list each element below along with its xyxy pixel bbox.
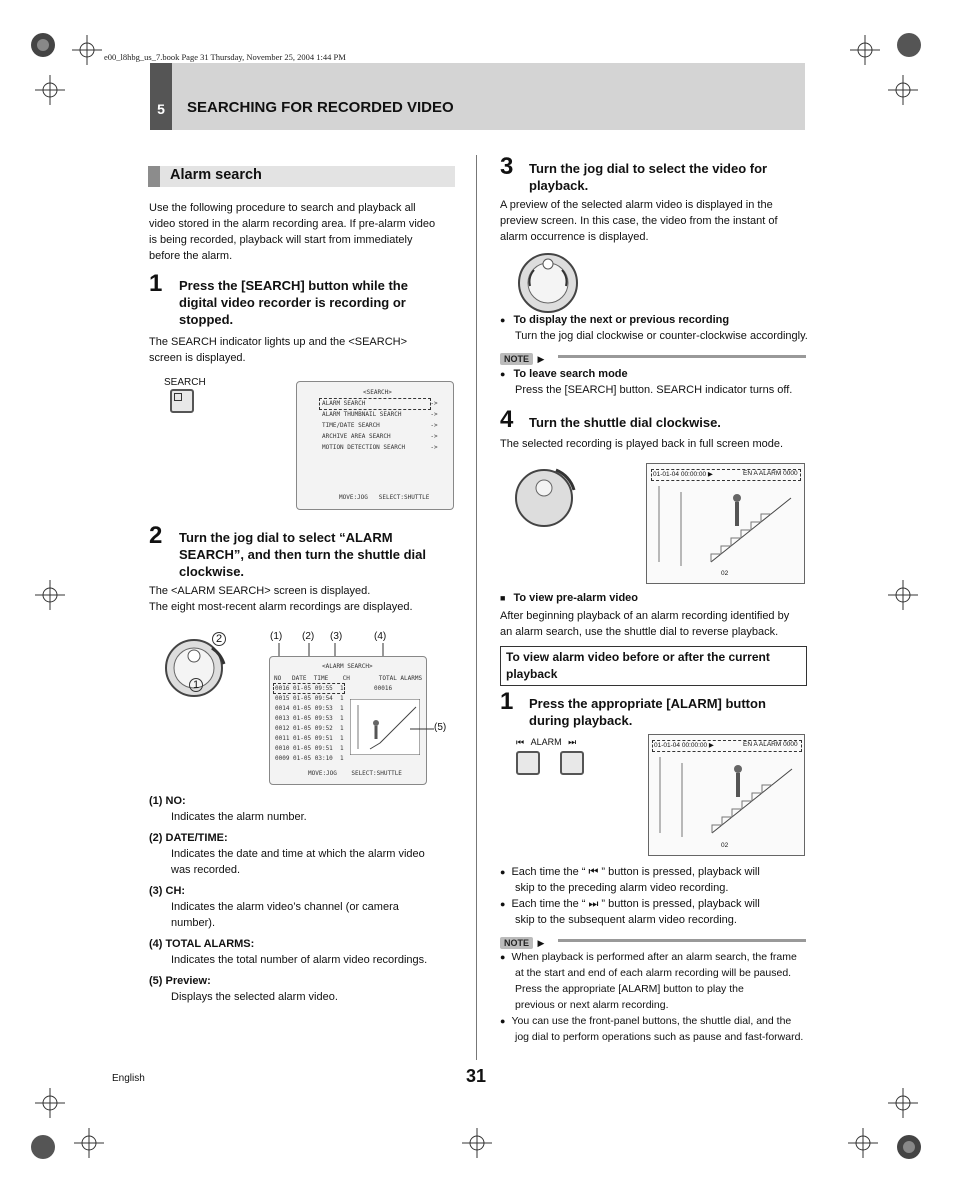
step-number: 3 xyxy=(500,153,514,180)
crosshair-icon xyxy=(35,580,65,610)
osd-datetime: 01-01-04 00:00:00 ▶ xyxy=(653,471,713,478)
registration-mark-icon xyxy=(894,30,924,60)
crosshair-icon xyxy=(35,75,65,105)
arrow-right-icon: ▶ xyxy=(537,938,545,948)
bullet-text: Press the [SEARCH] button. SEARCH indicator turns off. xyxy=(515,384,793,396)
step-description: The SEARCH indicator lights up and the <SEARCH> screen is displayed. xyxy=(149,336,408,364)
chapter-title: SEARCHING FOR RECORDED VIDEO xyxy=(187,99,454,116)
bullet-next-previous: ● To display the next or previous recording xyxy=(500,314,730,326)
arrow-right-icon: ▶ xyxy=(537,354,545,364)
skip-back-icon: ⏮ xyxy=(516,737,525,747)
callout-label-1: (1) xyxy=(270,631,283,642)
indicator-icon xyxy=(174,393,182,401)
playback-screen xyxy=(648,734,805,856)
step-description: The <ALARM SEARCH> screen is displayed. The eight most-recent alarm recordings are displayed. xyxy=(149,585,413,613)
crosshair-icon xyxy=(72,35,102,65)
alarm-search-screen: <ALARM SEARCH> NO DATE TIME CH TOTAL ALARMS 00016 0016 01-05 09:55 1 0015 01-05 09:54 1 0014 01-05 09:53 1 0013 01-05 09:53 1 0012 01-05 09:52 1 0011 01-05 09:51 1 0010 01-05 09:51 1 0009 01-05 03:10 1 MOVE:JOG SELECT:SHUTTLE xyxy=(269,656,427,785)
screen-header: NO DATE TIME CH TOTAL ALARMS xyxy=(274,675,423,682)
step-number: 1 xyxy=(500,688,514,715)
step-heading: Turn the jog dial to select “ALARM SEARCH”, and then turn the shuttle dial clockwise. xyxy=(179,530,427,579)
section-marker xyxy=(148,166,160,187)
screen-footer: MOVE:JOG SELECT:SHUTTLE xyxy=(308,770,402,777)
chapter-box xyxy=(150,63,172,130)
step-heading: Turn the jog dial to select the video for playback. xyxy=(529,161,768,193)
registration-mark-icon xyxy=(894,1132,924,1162)
alarm-next-button-illustration xyxy=(560,751,584,775)
stairs-image xyxy=(652,753,800,839)
note-header xyxy=(500,349,806,363)
screen-footer: MOVE:JOG SELECT:SHUTTLE xyxy=(339,494,430,501)
registration-mark-icon xyxy=(28,30,58,60)
step-number: 4 xyxy=(500,406,514,433)
step-number: 2 xyxy=(149,522,163,549)
step-number: 1 xyxy=(149,270,163,297)
bullet-text: Turn the jog dial clockwise or counter-clockwise accordingly. xyxy=(515,330,808,342)
crosshair-icon xyxy=(848,1128,878,1158)
search-button-illustration xyxy=(170,389,194,413)
crosshair-icon xyxy=(888,1088,918,1118)
definitions-list: (1) NO: Indicates the alarm number. (2) DATE/TIME: Indicates the date and time at which the alarm video was recorded. (3) CH: Indicates the alarm video’s channel (or camera number). (4) TOTAL ALARMS: Indicates the total number of alarm video recordings. (5) Preview: Displays the selected alarm video. xyxy=(149,795,428,1003)
screen-title: <SEARCH> xyxy=(363,389,392,396)
shuttle-dial-icon xyxy=(514,464,578,528)
screen-title: <ALARM SEARCH> xyxy=(322,663,373,670)
crosshair-icon xyxy=(74,1128,104,1158)
playback-screen xyxy=(646,463,805,584)
crosshair-icon xyxy=(462,1128,492,1158)
registration-mark-icon xyxy=(28,1132,58,1162)
osd-camera: 02 xyxy=(721,570,729,577)
stairs-image xyxy=(651,482,799,568)
osd-camera: 02 xyxy=(721,842,729,849)
step-heading: Press the [SEARCH] button while the digital video recorder is recording or stopped. xyxy=(179,278,408,327)
column-divider xyxy=(476,155,477,1060)
step-description: The selected recording is played back in full screen mode. xyxy=(500,438,784,450)
osd-status: EN A ALARM 0000 xyxy=(743,741,798,748)
callout-leader-5 xyxy=(410,724,434,734)
step-heading: Turn the shuttle dial clockwise. xyxy=(529,415,721,430)
note-bullets: ● When playback is performed after an alarm search, the frame at the start and end of each alarm recording will be paused. Press the appropriate [ALARM] button to play the previous or next alarm recording. ● You can use the front-panel buttons, the shuttle dial, and the jog dial to perform operations such as pause and fast-forward. xyxy=(500,951,804,1043)
intro-paragraph: Use the following procedure to search and playback all video stored in the alarm recording area. If pre-alarm video is being recorded, playback will start from immediately before the alarm. xyxy=(149,202,436,262)
header-band xyxy=(150,63,805,130)
callout-label-3: (3) xyxy=(330,631,343,642)
prealarm-paragraph: After beginning playback of an alarm recording identified by an alarm search, use the shuttle dial to reverse playback. xyxy=(500,610,790,638)
section-title: Alarm search xyxy=(170,167,262,183)
search-button-label: SEARCH xyxy=(164,377,206,388)
prealarm-heading: ■ To view pre-alarm video xyxy=(500,592,639,604)
callout-2: 2 xyxy=(212,632,226,646)
callout-label-5: (5) xyxy=(434,722,447,733)
search-screen: <SEARCH> ALARM SEARCH -> ALARM THUMBNAIL SEARCH -> TIME/DATE SEARCH -> ARCHIVE AREA SEARCH -> MOTION DETECTION SEARCH -> MOVE:JOG SELECT:SHUTTLE xyxy=(296,381,454,510)
alarm-prev-button-illustration xyxy=(516,751,540,775)
step-heading: Press the appropriate [ALARM] button during playback. xyxy=(529,696,766,728)
note-badge: NOTE xyxy=(500,353,533,365)
chapter-number: 5 xyxy=(157,101,165,117)
note-header xyxy=(500,933,806,947)
page-number: 31 xyxy=(466,1066,487,1086)
callout-label-2: (2) xyxy=(302,631,315,642)
total-alarms: 00016 xyxy=(374,685,393,692)
bullet-leave-search: ● To leave search mode xyxy=(500,368,628,380)
alarm-button-bullets: ● Each time the “ ⏮ ” button is pressed, playback will skip to the preceding alarm video recording. ● Each time the “ ⏭ ” button is pressed, playback will skip to the subsequent alarm video recording. xyxy=(500,866,760,926)
footer-language: English xyxy=(112,1073,145,1084)
print-info: e00_l8hbg_us_7.book Page 31 Thursday, November 25, 2004 1:44 PM xyxy=(104,52,346,62)
step-description: A preview of the selected alarm video is displayed in the preview screen. In this case, the video from the instant of alarm occurrence is displayed. xyxy=(500,199,778,243)
osd-datetime: 01-01-04 00:00:00 ▶ xyxy=(654,742,714,749)
note-badge: NOTE xyxy=(500,937,533,949)
skip-forward-icon: ⏭ xyxy=(568,737,577,747)
alarm-buttons-label: ⏮ ALARM ⏭ xyxy=(516,737,577,747)
jog-dial-icon xyxy=(517,252,579,314)
crosshair-icon xyxy=(888,75,918,105)
callout-label-4: (4) xyxy=(374,631,387,642)
note-rule xyxy=(558,939,806,942)
crosshair-icon xyxy=(850,35,880,65)
boxed-subheading: To view alarm video before or after the current playback xyxy=(500,646,807,686)
callout-1: 1 xyxy=(189,678,203,692)
crosshair-icon xyxy=(888,580,918,610)
osd-status: EN A ALARM 0000 xyxy=(743,470,798,477)
note-rule xyxy=(558,355,806,358)
crosshair-icon xyxy=(35,1088,65,1118)
